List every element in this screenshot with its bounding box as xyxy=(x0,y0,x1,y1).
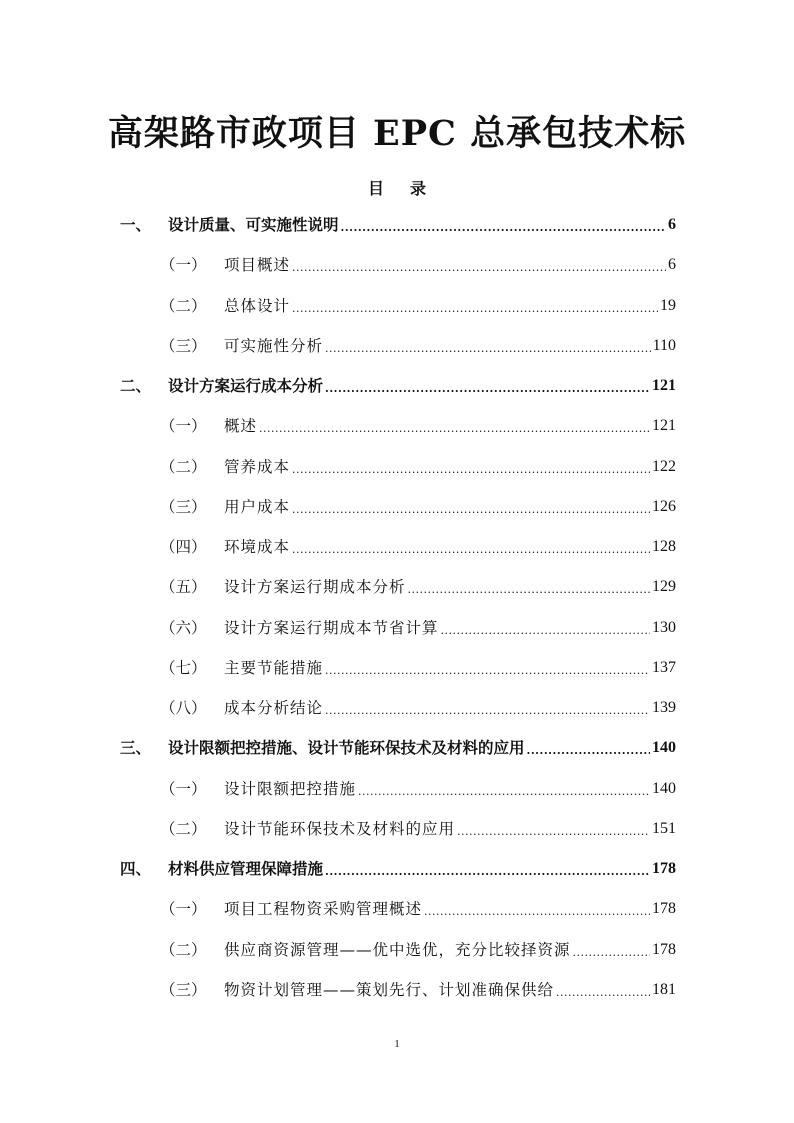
toc-entry-number: （四） xyxy=(160,538,207,556)
toc-entry-number: （二） xyxy=(160,940,207,959)
toc-section-entry[interactable] xyxy=(120,970,676,1010)
toc-entry-page: 19 xyxy=(660,296,676,314)
toc-entry-title: 设计限额把控措施、设计节能环保技术及材料的应用 xyxy=(168,738,525,758)
toc-dot-leader xyxy=(408,567,650,607)
toc-entry-number: （一） xyxy=(160,900,207,919)
toc-entry-title: 设计方案运行成本分析 xyxy=(168,376,324,395)
toc-entry-page: 129 xyxy=(652,578,676,596)
toc-entry-title: 设计质量、可实施性说明 xyxy=(168,215,339,234)
toc-entry-number: （一） xyxy=(160,256,207,275)
toc-section-entry[interactable] xyxy=(120,326,676,366)
toc-entry-title: 管养成本 xyxy=(224,457,291,476)
toc-entry-title: 物资计划管理——策划先行、计划准确保供给 xyxy=(224,980,555,999)
toc-entry-page: 151 xyxy=(652,819,676,837)
document-title: 高架路市政项目 EPC 总承包技术标 xyxy=(107,113,687,154)
toc-entry-number: 三、 xyxy=(120,738,152,758)
toc-section-entry[interactable] xyxy=(120,286,676,326)
toc-entry-page: 140 xyxy=(652,779,676,797)
toc-section-entry[interactable] xyxy=(120,889,676,929)
toc-section-entry[interactable] xyxy=(120,608,676,648)
toc-entry-page: 130 xyxy=(652,618,676,636)
toc-section-entry[interactable] xyxy=(120,447,676,487)
toc-dot-leader xyxy=(325,366,650,406)
toc-dot-leader xyxy=(292,447,650,487)
toc-section-entry[interactable] xyxy=(120,648,676,688)
toc-entry-page: 140 xyxy=(652,739,676,757)
toc-section-entry[interactable] xyxy=(120,406,676,446)
toc-entry-title: 可实施性分析 xyxy=(224,336,324,355)
toc-entry-page: 137 xyxy=(652,658,676,676)
toc-entry-number: 一、 xyxy=(120,215,152,234)
toc-heading-char: 目 xyxy=(367,179,384,198)
toc-section-entry[interactable] xyxy=(120,930,676,970)
toc-dot-leader xyxy=(325,849,650,889)
toc-entry-title: 设计节能环保技术及材料的应用 xyxy=(224,819,456,838)
toc-entry-number: （二） xyxy=(160,457,207,476)
toc-section-entry[interactable] xyxy=(120,769,676,809)
toc-dot-leader xyxy=(527,728,650,768)
toc-dot-leader xyxy=(556,970,650,1010)
toc-entry-number: （二） xyxy=(160,296,207,315)
toc-entry-page: 181 xyxy=(652,980,676,998)
toc-entry-title: 供应商资源管理——优中选优，充分比较择资源 xyxy=(224,940,571,959)
toc-section-entry[interactable] xyxy=(120,527,676,567)
toc-entry-page: 6 xyxy=(668,216,676,233)
toc-entry-number: 四、 xyxy=(120,859,152,878)
toc-heading xyxy=(0,176,794,199)
toc-entry-title: 项目概述 xyxy=(224,256,291,275)
toc-entry-number: （一） xyxy=(160,417,207,436)
toc-entry-title: 设计限额把控措施 xyxy=(224,779,357,798)
toc-dot-leader xyxy=(259,406,650,446)
toc-section-entry[interactable] xyxy=(120,487,676,527)
toc-entry-page: 139 xyxy=(652,699,676,716)
toc-entry-page: 121 xyxy=(652,417,676,435)
toc-dot-leader xyxy=(424,889,650,929)
toc-heading-char: 录 xyxy=(410,179,427,198)
toc-entry-number: （六） xyxy=(160,618,207,637)
toc-section-entry[interactable] xyxy=(120,688,676,728)
toc-section-entry[interactable] xyxy=(120,567,676,607)
page-number: 1 xyxy=(394,1038,400,1050)
toc-entry-title: 环境成本 xyxy=(224,538,291,556)
toc-dot-leader xyxy=(325,326,651,366)
table-of-contents xyxy=(120,205,676,1010)
toc-chapter-entry[interactable] xyxy=(120,728,676,768)
toc-section-entry[interactable] xyxy=(120,809,676,849)
toc-entry-number: （一） xyxy=(160,779,207,798)
toc-entry-title: 用户成本 xyxy=(224,497,291,516)
toc-dot-leader xyxy=(457,809,650,849)
toc-dot-leader xyxy=(358,769,650,809)
toc-entry-title: 总体设计 xyxy=(224,296,291,315)
toc-entry-title: 成本分析结论 xyxy=(224,699,324,717)
toc-dot-leader xyxy=(292,487,650,527)
toc-dot-leader xyxy=(325,648,650,688)
toc-entry-title: 设计方案运行期成本节省计算 xyxy=(224,618,439,637)
toc-dot-leader xyxy=(292,286,658,326)
toc-entry-page: 126 xyxy=(652,497,676,515)
toc-entry-page: 121 xyxy=(652,377,676,394)
toc-dot-leader xyxy=(325,688,650,728)
toc-entry-title: 主要节能措施 xyxy=(224,658,324,677)
toc-entry-number: （八） xyxy=(160,699,207,717)
toc-entry-page: 178 xyxy=(652,900,676,918)
toc-dot-leader xyxy=(292,527,650,567)
toc-dot-leader xyxy=(441,608,650,648)
toc-entry-number: （七） xyxy=(160,658,207,677)
toc-dot-leader xyxy=(292,245,666,285)
toc-chapter-entry[interactable] xyxy=(120,366,676,406)
toc-entry-number: （三） xyxy=(160,336,207,355)
toc-dot-leader xyxy=(573,930,650,970)
toc-chapter-entry[interactable] xyxy=(120,849,676,889)
toc-section-entry[interactable] xyxy=(120,245,676,285)
toc-dot-leader xyxy=(341,205,666,245)
toc-entry-page: 122 xyxy=(652,457,676,475)
toc-chapter-entry[interactable] xyxy=(120,205,676,245)
toc-entry-page: 178 xyxy=(652,860,676,877)
toc-entry-page: 6 xyxy=(668,256,676,274)
toc-entry-title: 项目工程物资采购管理概述 xyxy=(224,900,423,919)
toc-entry-title: 概述 xyxy=(224,417,258,436)
toc-entry-title: 设计方案运行期成本分析 xyxy=(224,578,406,597)
toc-entry-page: 110 xyxy=(652,336,676,354)
toc-entry-number: （二） xyxy=(160,819,207,838)
toc-entry-page: 128 xyxy=(652,538,676,555)
toc-entry-title: 材料供应管理保障措施 xyxy=(168,859,324,878)
toc-entry-page: 178 xyxy=(652,940,676,958)
toc-entry-number: （三） xyxy=(160,497,207,516)
toc-entry-number: 二、 xyxy=(120,376,152,395)
toc-entry-number: （五） xyxy=(160,578,207,597)
toc-entry-number: （三） xyxy=(160,980,207,999)
